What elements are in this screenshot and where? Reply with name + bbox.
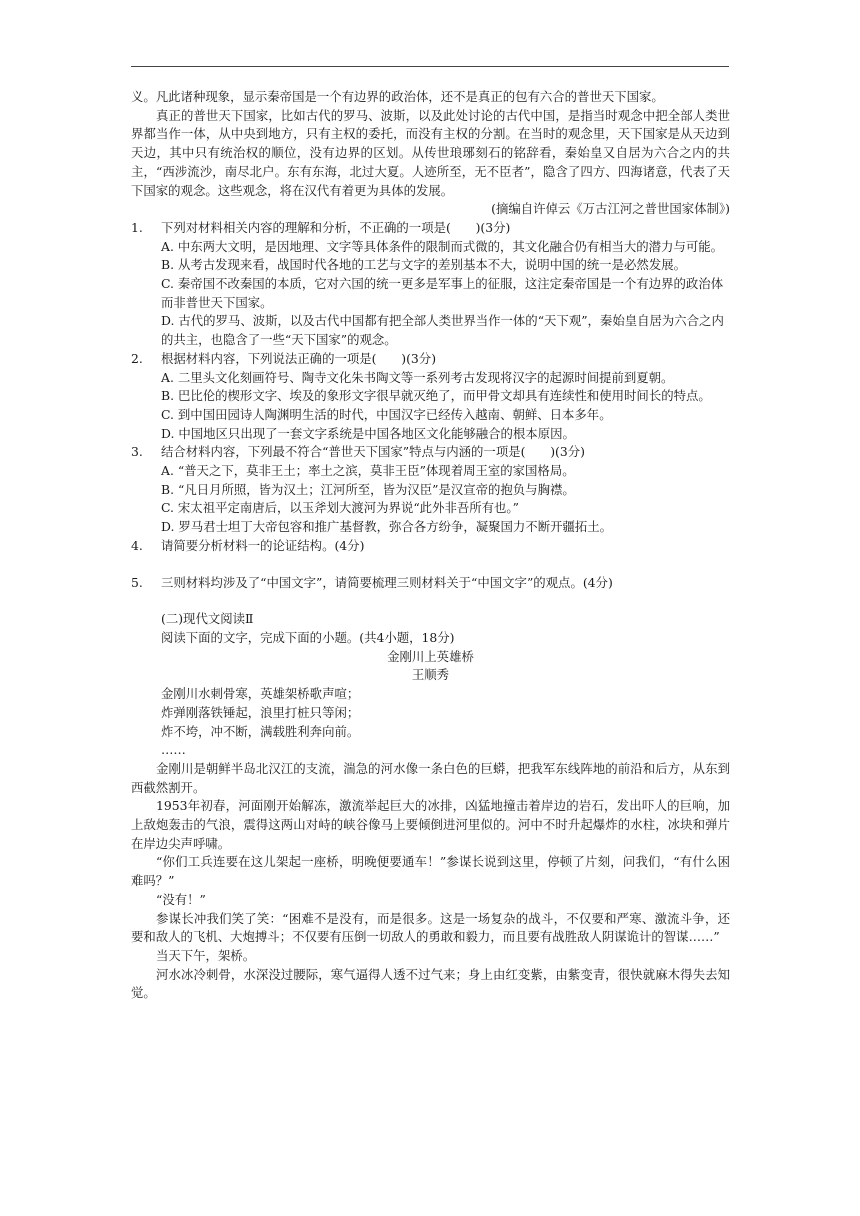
paragraph: 真正的普世天下国家，比如古代的罗马、波斯，以及此处讨论的古代中国，是指当时观念中把全部人类世界都当作一体，从中央到地方，只有主权的委托，而没有主权的分割。在当时的观念里，天下国家是从天边到天边，其中只有统治权的顺位，没有边界的区划。从传世琅琊刻石的铭辞看，秦始皇又自居为六合之内的共主，“西涉流沙，南尽北户。东有东海，北过大夏。人迹所至，无不臣者”，隐含了四方、四海诸意，代表了天下国家的观念。这些观念，将在汉代有着更为具体的发展。 xyxy=(131,107,730,198)
source-citation: (摘编自许倬云《万古江河之普世国家体制》) xyxy=(491,201,730,217)
question-number: 5. xyxy=(131,574,143,590)
question-stem: 下列对材料相关内容的理解和分析，不正确的一项是( )(3分) xyxy=(161,219,511,235)
question-2 xyxy=(131,350,730,369)
question-number: 4. xyxy=(131,537,143,553)
question-stem: 请简要分析材料一的论证结构。(4分) xyxy=(161,537,365,553)
option-a: A. 中东两大文明，是因地理、文字等具体条件的限制而式微的，其文化融合仍有相当大的潜力与可能。 xyxy=(161,238,724,254)
story-paragraph: “你们工兵连要在这儿架起一座桥，明晚便要通车！”参谋长说到这里，停顿了片刻，问我们，“有什么困难吗？” xyxy=(131,854,730,889)
question-number: 3. xyxy=(131,444,143,460)
question-stem: 三则材料均涉及了“中国文字”，请简要梳理三则材料关于“中国文字”的观点。(4分) xyxy=(161,574,613,590)
question-4 xyxy=(131,537,730,556)
poem-ellipsis: …… xyxy=(161,742,186,758)
story-paragraph: 1953年初春，河面刚开始解冻，激流举起巨大的冰排，凶猛地撞击着岸边的岩石，发出吓人的巨响，加上敌炮轰击的气浪，震得这两山对峙的峡谷像马上要倾倒进河里似的。河中不时升起爆炸的水柱，冰块和弹片在岸边尖声呼啸。 xyxy=(131,798,730,851)
story-paragraph: 河水冰冷刺骨，水深没过腰际，寒气逼得人透不过气来；身上由红变紫，由紫变青，很快就麻木得失去知觉。 xyxy=(131,966,730,1001)
answer-space xyxy=(131,592,730,610)
question-number: 1. xyxy=(131,219,143,235)
poem-line: 炸弹刚落铁锤起，浪里打桩只等闲； xyxy=(161,704,360,720)
question-5 xyxy=(131,574,730,593)
header-rule xyxy=(131,66,729,67)
option-d: D. 中国地区只出现了一套文字系统是中国各地区文化能够融合的根本原因。 xyxy=(161,425,575,441)
option-b: B. 从考古发现来看，战国时代各地的工艺与文字的差别基本不大，说明中国的统一是必然发展。 xyxy=(161,257,686,273)
story-paragraph: 金刚川是朝鲜半岛北汉江的支流，湍急的河水像一条白色的巨蟒，把我军东线阵地的前沿和后方，从东到西截然割开。 xyxy=(131,760,730,795)
poem-line: 炸不垮，冲不断，满载胜利奔向前。 xyxy=(161,723,360,739)
option-c: C. 宋太祖平定南唐后，以玉斧划大渡河为界说“此外非吾所有也。” xyxy=(161,500,519,516)
poem-line: 金刚川水刺骨寒，英雄架桥歌声喧； xyxy=(161,686,360,702)
story-paragraph: “没有！” xyxy=(156,891,206,907)
option-b: B. 巴比伦的楔形文字、埃及的象形文字很早就灭绝了，而甲骨文却具有连续性和使用时间长的特点。 xyxy=(161,388,711,404)
section-instruction: 阅读下面的文字，完成下面的小题。(共4小题，18分) xyxy=(161,629,455,645)
option-c: C. 到中国田园诗人陶渊明生活的时代，中国汉字已经传入越南、朝鲜、日本多年。 xyxy=(161,406,612,422)
article-title: 金刚川上英雄桥 xyxy=(387,648,474,664)
option-d: D. 罗马君士坦丁大帝包容和推广基督教，弥合各方纷争，凝聚国力不断开疆拓土。 xyxy=(161,519,613,535)
option-a: A. “普天之下，莫非王土；率土之滨，莫非王臣”体现着周王室的家国格局。 xyxy=(161,463,575,479)
question-3 xyxy=(131,443,730,462)
question-stem: 根据材料内容，下列说法正确的一项是( )(3分) xyxy=(161,350,437,366)
document-body xyxy=(131,88,730,1003)
paragraph: 义。凡此诸种现象，显示秦帝国是一个有边界的政治体，还不是真正的包有六合的普世天下国家。 xyxy=(131,89,664,104)
question-number: 2. xyxy=(131,350,143,366)
option-c: C. 秦帝国不改秦国的本质，它对六国的统一更多是军事上的征服，这注定秦帝国是一个有边界的政治体而非普世天下国家。 xyxy=(161,276,724,310)
section-heading: (二)现代文阅读Ⅱ xyxy=(161,611,254,627)
story-paragraph: 参谋长冲我们笑了笑：“困难不是没有，而是很多。这是一场复杂的战斗，不仅要和严寒、激流斗争，还要和敌人的飞机、大炮搏斗；不仅要有压倒一切敌人的勇敢和毅力，而且要有战胜敌人阴谋诡计的智谋……” xyxy=(131,910,730,945)
question-stem: 结合材料内容，下列最不符合“普世天下国家”特点与内涵的一项是( )(3分) xyxy=(161,444,585,460)
story-paragraph: 当天下午，架桥。 xyxy=(156,947,256,963)
option-d: D. 古代的罗马、波斯，以及古代中国都有把全部人类世界当作一体的“天下观”，秦始皇自居为六合之内的共主，也隐含了一些“天下国家”的观念。 xyxy=(161,313,724,348)
article-author: 王顺秀 xyxy=(411,667,450,683)
option-a: A. 二里头文化刻画符号、陶寺文化朱书陶文等一系列考古发现将汉字的起源时间提前到夏朝。 xyxy=(161,369,674,385)
option-b: B. “凡日月所照，皆为汉土；江河所至，皆为汉臣”是汉宣帝的抱负与胸襟。 xyxy=(161,481,575,497)
answer-space xyxy=(131,556,730,574)
question-1 xyxy=(131,219,730,238)
